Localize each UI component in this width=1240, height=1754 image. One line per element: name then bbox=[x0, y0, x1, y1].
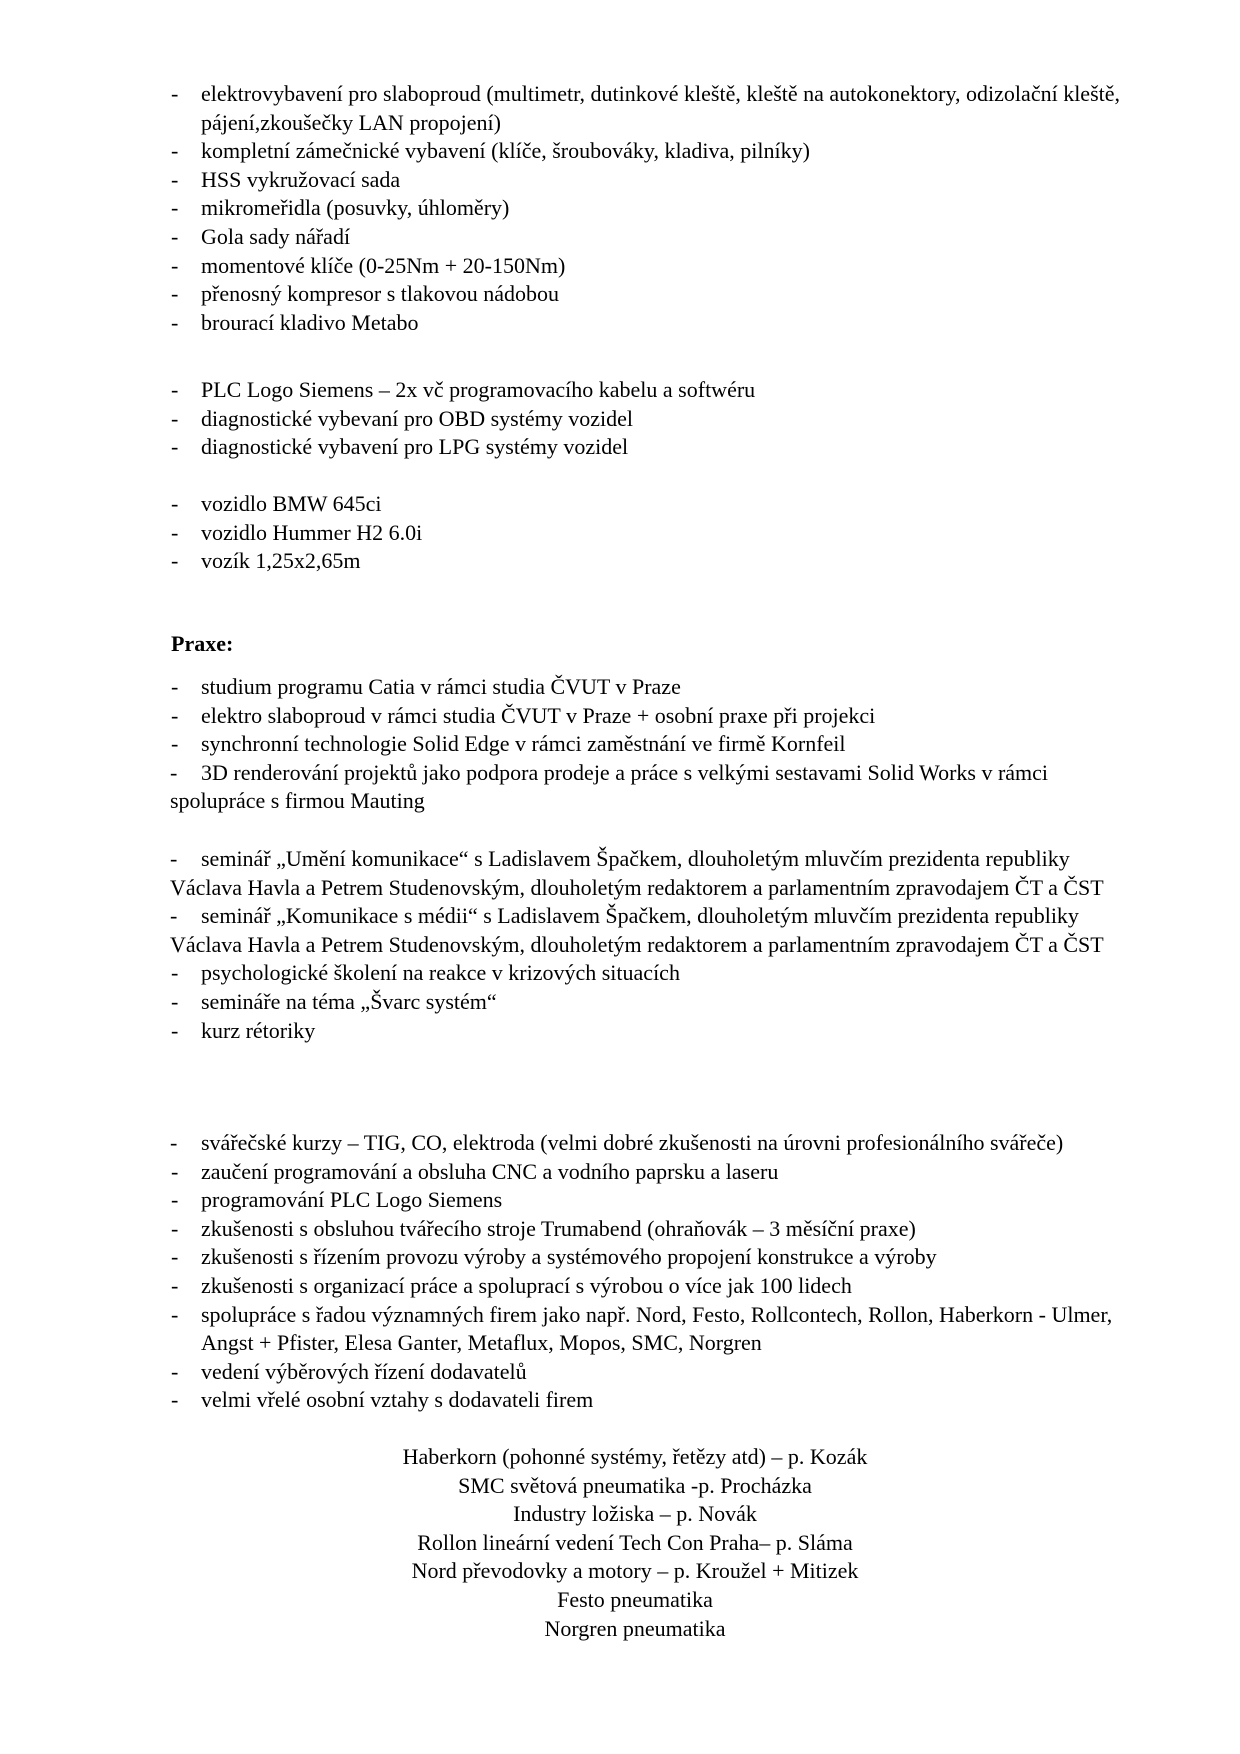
paragraph-item bbox=[170, 759, 1130, 816]
list-dash: - bbox=[171, 1215, 179, 1241]
list-item-text: diagnostické vybavení pro LPG systémy vozidel bbox=[201, 434, 629, 460]
list-item-text: semináře na téma „Švarc systém“ bbox=[201, 988, 497, 1014]
list-dash: - bbox=[171, 377, 179, 402]
list-item bbox=[170, 959, 1130, 988]
list-dash: - bbox=[171, 1387, 179, 1413]
list-item-text: zkušenosti s obsluhou tvářecího stroje Trumabend (ohraňovák – 3 měsíční praxe) bbox=[201, 1215, 916, 1241]
paragraph-text: seminář „Umění komunikace“ s Ladislavem Špačkem, dlouholetým mluvčím prezidenta republiky Václava Havla a Petrem Studenovským, dlouholetým redaktorem a parlamentním zpravodajem ČT a ČST bbox=[170, 846, 1104, 900]
paragraph-item bbox=[170, 902, 1130, 959]
supplier-contacts bbox=[170, 1443, 1130, 1643]
list-item-text: zkušenosti s organizací práce a spoluprací s výrobou o více jak 100 lidech bbox=[201, 1272, 852, 1298]
list-dash: - bbox=[171, 1272, 179, 1298]
list-item-text: přenosný kompresor s tlakovou nádobou bbox=[201, 281, 560, 307]
list-dash: - bbox=[171, 960, 179, 986]
list-dash: - bbox=[171, 491, 179, 516]
list-item-text: mikromeřidla (posuvky, úhloměry) bbox=[201, 195, 510, 221]
list-item bbox=[170, 1186, 1130, 1215]
list-item-text: elektro slaboproud v rámci studia ČVUT v Praze + osobní praxe při projekci bbox=[201, 702, 876, 728]
list-item bbox=[170, 519, 1130, 548]
list-item bbox=[170, 1272, 1130, 1301]
list-dash: - bbox=[171, 166, 179, 192]
equipment-list-1 bbox=[170, 80, 1130, 337]
list-dash: - bbox=[171, 702, 179, 728]
list-item bbox=[170, 309, 1130, 338]
list-dash: - bbox=[171, 281, 179, 307]
list-item bbox=[170, 1386, 1130, 1415]
praxe-seminars bbox=[170, 845, 1130, 1045]
list-item-text: Gola sady nářadí bbox=[201, 223, 351, 249]
list-item-text: momentové klíče (0-25Nm + 20-150Nm) bbox=[201, 252, 566, 278]
paragraph-text: svářečské kurzy – TIG, CO, elektroda (velmi dobré zkušenosti na úrovni profesionálního svářeče) bbox=[201, 1130, 1064, 1155]
list-item-text: vozidlo BMW 645ci bbox=[201, 491, 382, 516]
contact-line: SMC světová pneumatika -p. Procházka bbox=[458, 1472, 812, 1498]
paragraph-item bbox=[170, 845, 1130, 902]
contact-line: Haberkorn (pohonné systémy, řetězy atd) – p. Kozák bbox=[402, 1444, 868, 1469]
list-dash: - bbox=[171, 1017, 179, 1043]
list-item-text: programování PLC Logo Siemens bbox=[201, 1187, 503, 1213]
list-dash: - bbox=[171, 988, 179, 1014]
list-dash: - bbox=[171, 1187, 179, 1213]
list-item-text: velmi vřelé osobní vztahy s dodavateli firem bbox=[201, 1387, 594, 1413]
list-dash: - bbox=[171, 434, 179, 460]
list-dash: - bbox=[170, 759, 178, 785]
list-item bbox=[170, 1243, 1130, 1272]
equipment-list-2 bbox=[170, 376, 1130, 462]
list-item-text: diagnostické vybevaní pro OBD systémy vozidel bbox=[201, 405, 633, 431]
list-dash: - bbox=[171, 309, 179, 335]
list-dash: - bbox=[171, 1301, 179, 1327]
list-dash: - bbox=[171, 405, 179, 431]
list-item-text: vedení výběrových řízení dodavatelů bbox=[201, 1358, 527, 1384]
list-item-text: zaučení programování a obsluha CNC a vodního paprsku a laseru bbox=[201, 1158, 779, 1184]
list-item-text: synchronní technologie Solid Edge v rámci zaměstnání ve firmě Kornfeil bbox=[201, 731, 846, 757]
list-item bbox=[170, 1215, 1130, 1244]
praxe-list-1 bbox=[170, 673, 1130, 816]
list-item bbox=[170, 1017, 1130, 1046]
paragraph-text: 3D renderování projektů jako podpora prodeje a práce s velkými sestavami Solid Works v rámci spolupráce s firmou Mauting bbox=[170, 759, 1049, 814]
list-dash: - bbox=[171, 195, 179, 221]
list-dash: - bbox=[170, 903, 178, 929]
list-item bbox=[170, 1158, 1130, 1187]
list-item-text: psychologické školení na reakce v krizových situacích bbox=[201, 960, 680, 986]
list-item bbox=[170, 80, 1130, 137]
list-item-text: zkušenosti s řízením provozu výroby a systémového propojení konstrukce a výroby bbox=[201, 1244, 937, 1270]
contact-line: Nord převodovky a motory – p. Kroužel + Mitizek bbox=[411, 1558, 859, 1584]
list-item-text: elektrovybavení pro slaboproud (multimetr, dutinkové kleště, kleště na autokonektory, odizolační kleště, pájení,zkoušečky LAN propojení) bbox=[201, 81, 1121, 135]
list-item bbox=[170, 1301, 1130, 1358]
list-dash: - bbox=[170, 846, 178, 871]
contact-line: Rollon lineární vedení Tech Con Praha– p. Sláma bbox=[417, 1529, 853, 1555]
list-dash: - bbox=[170, 1130, 178, 1155]
list-item-text: spolupráce s řadou významných firem jako např. Nord, Festo, Rollcontech, Rollon, Haberkorn - Ulmer, Angst + Pfister, Elesa Ganter, Metaflux, Mopos, SMC, Norgren bbox=[201, 1301, 1113, 1356]
paragraph-text: seminář „Komunikace s médii“ s Ladislavem Špačkem, dlouholetým mluvčím prezidenta republiky Václava Havla a Petrem Studenovským, dlouholetým redaktorem a parlamentním zpravodajem ČT a ČST bbox=[170, 903, 1104, 957]
list-item-text: vozík 1,25x2,65m bbox=[201, 548, 361, 574]
list-item bbox=[170, 988, 1130, 1017]
list-item bbox=[170, 730, 1130, 759]
list-item bbox=[170, 433, 1130, 462]
list-item-text: vozidlo Hummer H2 6.0i bbox=[201, 519, 423, 545]
list-item bbox=[170, 194, 1130, 223]
list-dash: - bbox=[171, 731, 179, 757]
list-dash: - bbox=[171, 252, 179, 278]
list-item bbox=[170, 166, 1130, 195]
contact-line: Industry ložiska – p. Novák bbox=[513, 1501, 757, 1527]
section-heading-praxe: Praxe: bbox=[171, 631, 234, 656]
praxe-technical bbox=[170, 1129, 1130, 1415]
list-item bbox=[170, 280, 1130, 309]
contact-line: Festo pneumatika bbox=[557, 1586, 713, 1612]
list-item-text: kurz rétoriky bbox=[201, 1017, 316, 1043]
list-item-text: brourací kladivo Metabo bbox=[201, 309, 419, 335]
paragraph-item bbox=[170, 1129, 1130, 1158]
list-item-text: studium programu Catia v rámci studia ČVUT v Praze bbox=[201, 674, 681, 699]
list-item-text: PLC Logo Siemens – 2x vč programovacího kabelu a softwéru bbox=[201, 377, 756, 402]
list-dash: - bbox=[171, 1358, 179, 1384]
list-dash: - bbox=[171, 223, 179, 249]
list-dash: - bbox=[171, 1244, 179, 1270]
list-item bbox=[170, 702, 1130, 731]
list-item-text: kompletní zámečnické vybavení (klíče, šroubováky, kladiva, pilníky) bbox=[201, 138, 810, 164]
contact-line: Norgren pneumatika bbox=[544, 1615, 726, 1641]
equipment-list-3 bbox=[170, 490, 1130, 576]
list-item bbox=[170, 252, 1130, 281]
list-item bbox=[170, 1358, 1130, 1387]
list-item-text: HSS vykružovací sada bbox=[201, 166, 401, 192]
list-dash: - bbox=[171, 81, 179, 106]
list-dash: - bbox=[171, 674, 179, 699]
list-item bbox=[170, 376, 1130, 405]
list-item bbox=[170, 490, 1130, 519]
list-dash: - bbox=[171, 519, 179, 545]
list-item bbox=[170, 547, 1130, 576]
list-item bbox=[170, 405, 1130, 434]
list-item bbox=[170, 673, 1130, 702]
list-dash: - bbox=[171, 1158, 179, 1184]
list-dash: - bbox=[171, 548, 179, 574]
list-dash: - bbox=[171, 138, 179, 164]
list-item bbox=[170, 223, 1130, 252]
list-item bbox=[170, 137, 1130, 166]
